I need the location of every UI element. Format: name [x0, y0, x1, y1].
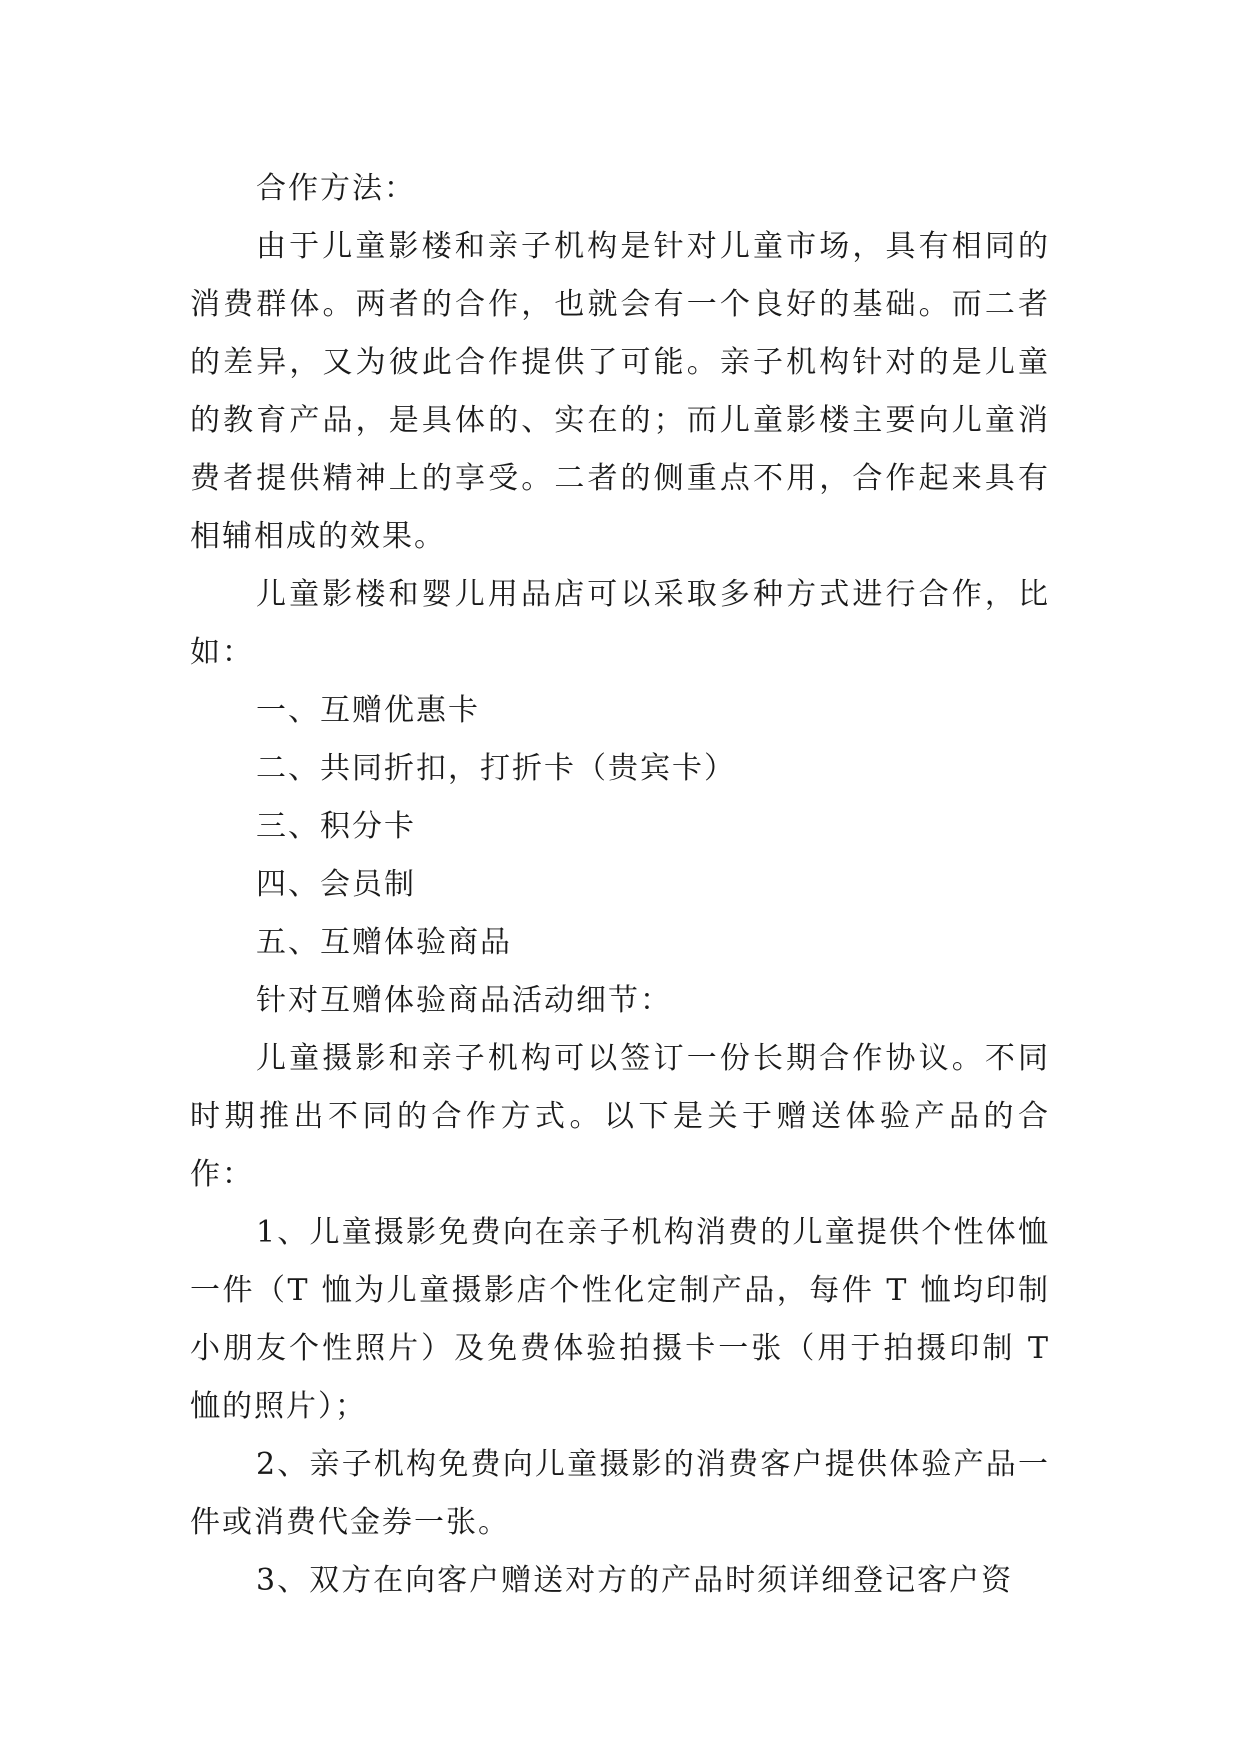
paragraph-methods: 儿童影楼和婴儿用品店可以采取多种方式进行合作，比如： — [190, 577, 1050, 670]
list-item: 三、积分卡 — [256, 809, 416, 844]
paragraph-intro: 由于儿童影楼和亲子机构是针对儿童市场，具有相同的消费群体。两者的合作，也就会有一个良好的基础。而二者的差异，又为彼此合作提供了可能。亲子机构针对的是儿童的教育产品，是具体的、实在的；而儿童影楼主要向儿童消费者提供精神上的享受。二者的侧重点不用，合作起来具有相辅相成的效果。 — [190, 229, 1050, 554]
list-item: 二、共同折扣，打折卡（贵宾卡） — [256, 751, 736, 786]
paragraph-agreement: 儿童摄影和亲子机构可以签订一份长期合作协议。不同时期推出不同的合作方式。以下是关于赠送体验产品的合作： — [190, 1041, 1050, 1192]
detail-heading: 针对互赠体验商品活动细节： — [256, 983, 672, 1018]
list-item: 四、会员制 — [256, 867, 416, 902]
paragraph-point-3: 3、双方在向客户赠送对方的产品时须详细登记客户资 — [256, 1563, 1014, 1598]
paragraph-point-2: 2、亲子机构免费向儿童摄影的消费客户提供体验产品一件或消费代金券一张。 — [190, 1447, 1050, 1540]
document-body — [190, 160, 1050, 1610]
list-item: 五、互赠体验商品 — [256, 925, 512, 960]
paragraph-point-1: 1、儿童摄影免费向在亲子机构消费的儿童提供个性体恤一件（T 恤为儿童摄影店个性化定制产品，每件 T 恤均印制小朋友个性照片）及免费体验拍摄卡一张（用于拍摄印制 T 恤的照片）； — [190, 1215, 1050, 1424]
list-item: 一、互赠优惠卡 — [256, 693, 480, 728]
section-heading: 合作方法： — [256, 171, 416, 206]
